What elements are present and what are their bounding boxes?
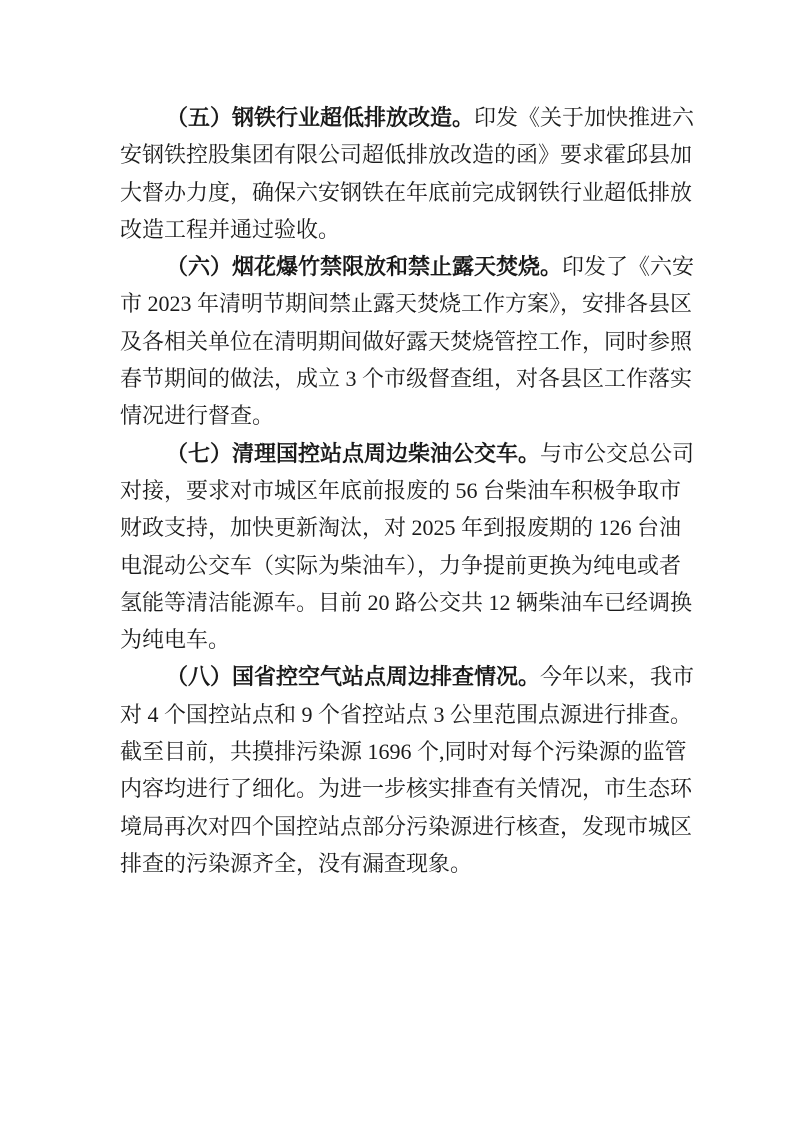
document-page <box>120 99 695 882</box>
text-line <box>120 696 693 733</box>
line-text: 市 2023 年清明节期间禁止露天焚烧工作方案》，安排各县区 <box>120 291 693 317</box>
text-line <box>120 658 695 695</box>
text-line <box>120 472 682 509</box>
line-text: 为纯电车。 <box>120 627 231 653</box>
line-text: 对 4 个国控站点和 9 个省控站点 3 公里范围点源进行排查。 <box>120 701 693 727</box>
text-line <box>120 211 671 248</box>
text-line <box>120 435 695 472</box>
line-text: 截至目前，共摸排污染源 1696 个,同时对每个污染源的监管 <box>120 739 687 765</box>
text-line <box>120 733 687 770</box>
line-text: 与市公交总公司 <box>540 440 695 466</box>
line-text: 对接，要求对市城区年底前报废的 56 台柴油车积极争取市 <box>120 477 682 503</box>
paragraph-heading: （六）烟花爆竹禁限放和禁止露天焚烧。 <box>166 254 563 280</box>
text-line <box>120 509 682 546</box>
line-text: 印发《关于加快推进六 <box>474 105 695 130</box>
line-text: 春节期间的做法，成立 3 个市级督查组，对各县区工作落实 <box>120 366 693 392</box>
text-line <box>120 285 693 322</box>
line-text: 情况进行督查。 <box>120 403 275 429</box>
paragraph <box>120 248 695 434</box>
text-line <box>120 621 671 658</box>
paragraph-heading: （七）清理国控站点周边柴油公交车。 <box>166 440 541 466</box>
line-text: 电混动公交车（实际为柴油车），力争提前更换为纯电或者 <box>120 552 682 578</box>
text-line <box>120 397 671 434</box>
paragraph <box>120 658 695 882</box>
line-text: 安钢铁控股集团有限公司超低排放改造的函》要求霍邱县加 <box>120 142 693 168</box>
line-text: 大督办力度，确保六安钢铁在年底前完成钢铁行业超低排放 <box>120 179 693 205</box>
text-line <box>120 770 693 807</box>
text-line <box>120 99 695 136</box>
text-line <box>120 323 693 360</box>
paragraph <box>120 435 695 659</box>
text-line <box>120 360 693 397</box>
line-text: 境局再次对四个国控站点部分污染源进行核查，发现市城区 <box>120 813 693 839</box>
text-line <box>120 136 693 173</box>
text-line <box>120 547 682 584</box>
line-text: 内容均进行了细化。为进一步核实排查有关情况，市生态环 <box>120 776 693 802</box>
text-line <box>120 174 693 211</box>
line-text: 今年以来，我市 <box>540 664 695 690</box>
paragraph <box>120 99 695 248</box>
text-line <box>120 584 693 621</box>
line-text: 财政支持，加快更新淘汰，对 2025 年到报废期的 126 台油 <box>120 515 682 541</box>
text-line <box>120 845 671 882</box>
line-text: 氢能等清洁能源车。目前 20 路公交共 12 辆柴油车已经调换 <box>120 589 693 615</box>
line-text: 及各相关单位在清明期间做好露天焚烧管控工作，同时参照 <box>120 328 693 354</box>
text-line <box>120 808 693 845</box>
line-text: 改造工程并通过验收。 <box>120 216 341 242</box>
paragraph-heading: （五）钢铁行业超低排放改造。 <box>166 105 475 130</box>
paragraph-heading: （八）国省控空气站点周边排查情况。 <box>166 664 541 690</box>
line-text: 排查的污染源齐全，没有漏查现象。 <box>120 850 473 876</box>
line-text: 印发了《六安 <box>562 254 695 280</box>
text-line <box>120 248 695 285</box>
